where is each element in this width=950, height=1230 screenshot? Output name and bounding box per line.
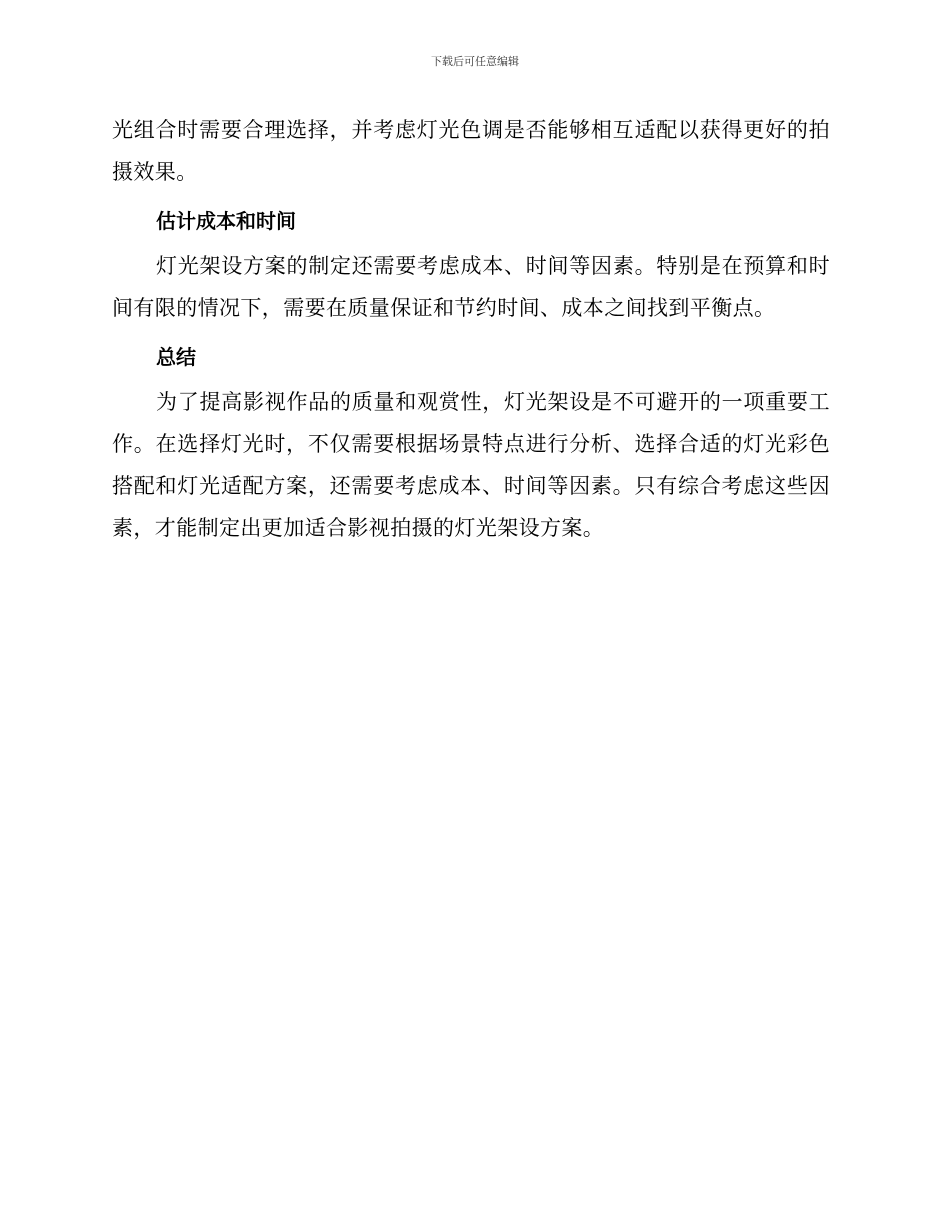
page-header: 下载后可任意编辑	[431, 55, 519, 68]
section-heading-summary: 总结	[156, 345, 196, 369]
paragraph-cost-time: 灯光架设方案的制定还需要考虑成本、时间等因素。特别是在预算和时间有限的情况下，需要在质量保证和节约时间、成本之间找到平衡点。	[112, 254, 830, 320]
document-body	[112, 109, 830, 549]
paragraph-summary: 为了提高影视作品的质量和观赏性，灯光架设是不可避开的一项重要工作。在选择灯光时，不仅需要根据场景特点进行分析、选择合适的灯光彩色搭配和灯光适配方案，还需要考虑成本、时间等因素。只有综合考虑这些因素，才能制定出更加适合影视拍摄的灯光架设方案。	[112, 390, 830, 540]
paragraph-intro: 光组合时需要合理选择，并考虑灯光色调是否能够相互适配以获得更好的拍摄效果。	[112, 118, 830, 184]
section-heading-cost-time: 估计成本和时间	[156, 209, 296, 233]
